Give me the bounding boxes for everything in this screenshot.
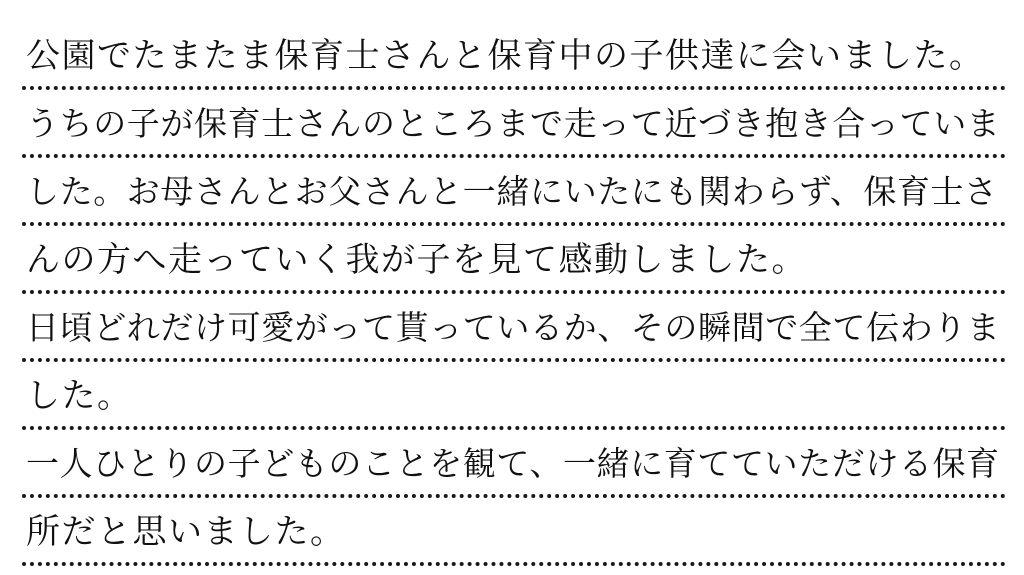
text-line [22, 498, 1006, 566]
dotted-rule [22, 562, 1006, 566]
text-line [22, 294, 1006, 362]
text-line-content: 一人ひとりの子どものことを観て、一緒に育てていただける保育 [26, 444, 1000, 483]
text-line [22, 90, 1006, 158]
text-line [22, 226, 1006, 294]
text-line-content: した。お母さんとお父さんと一緒にいたにも関わらず、保育士さ [26, 172, 998, 211]
text-line-content: した。 [26, 376, 133, 416]
text-line-content: 公園でたまたま保育士さんと保育中の子供達に会いました。 [26, 36, 985, 76]
text-line [22, 362, 1006, 430]
text-line-content: 所だと思いました。 [26, 512, 346, 552]
text-body [22, 22, 1006, 566]
text-line [22, 430, 1006, 498]
text-line [22, 22, 1006, 90]
text-line-content: 日頃どれだけ可愛がって貰っているか、その瞬間で全て伝わりま [26, 308, 1001, 347]
text-line-content: んの方へ走っていく我が子を見て感動しました。 [26, 240, 807, 280]
text-line-content: うちの子が保育士さんのところまで走って近づき抱き合っていま [26, 104, 1001, 143]
text-line [22, 158, 1006, 226]
